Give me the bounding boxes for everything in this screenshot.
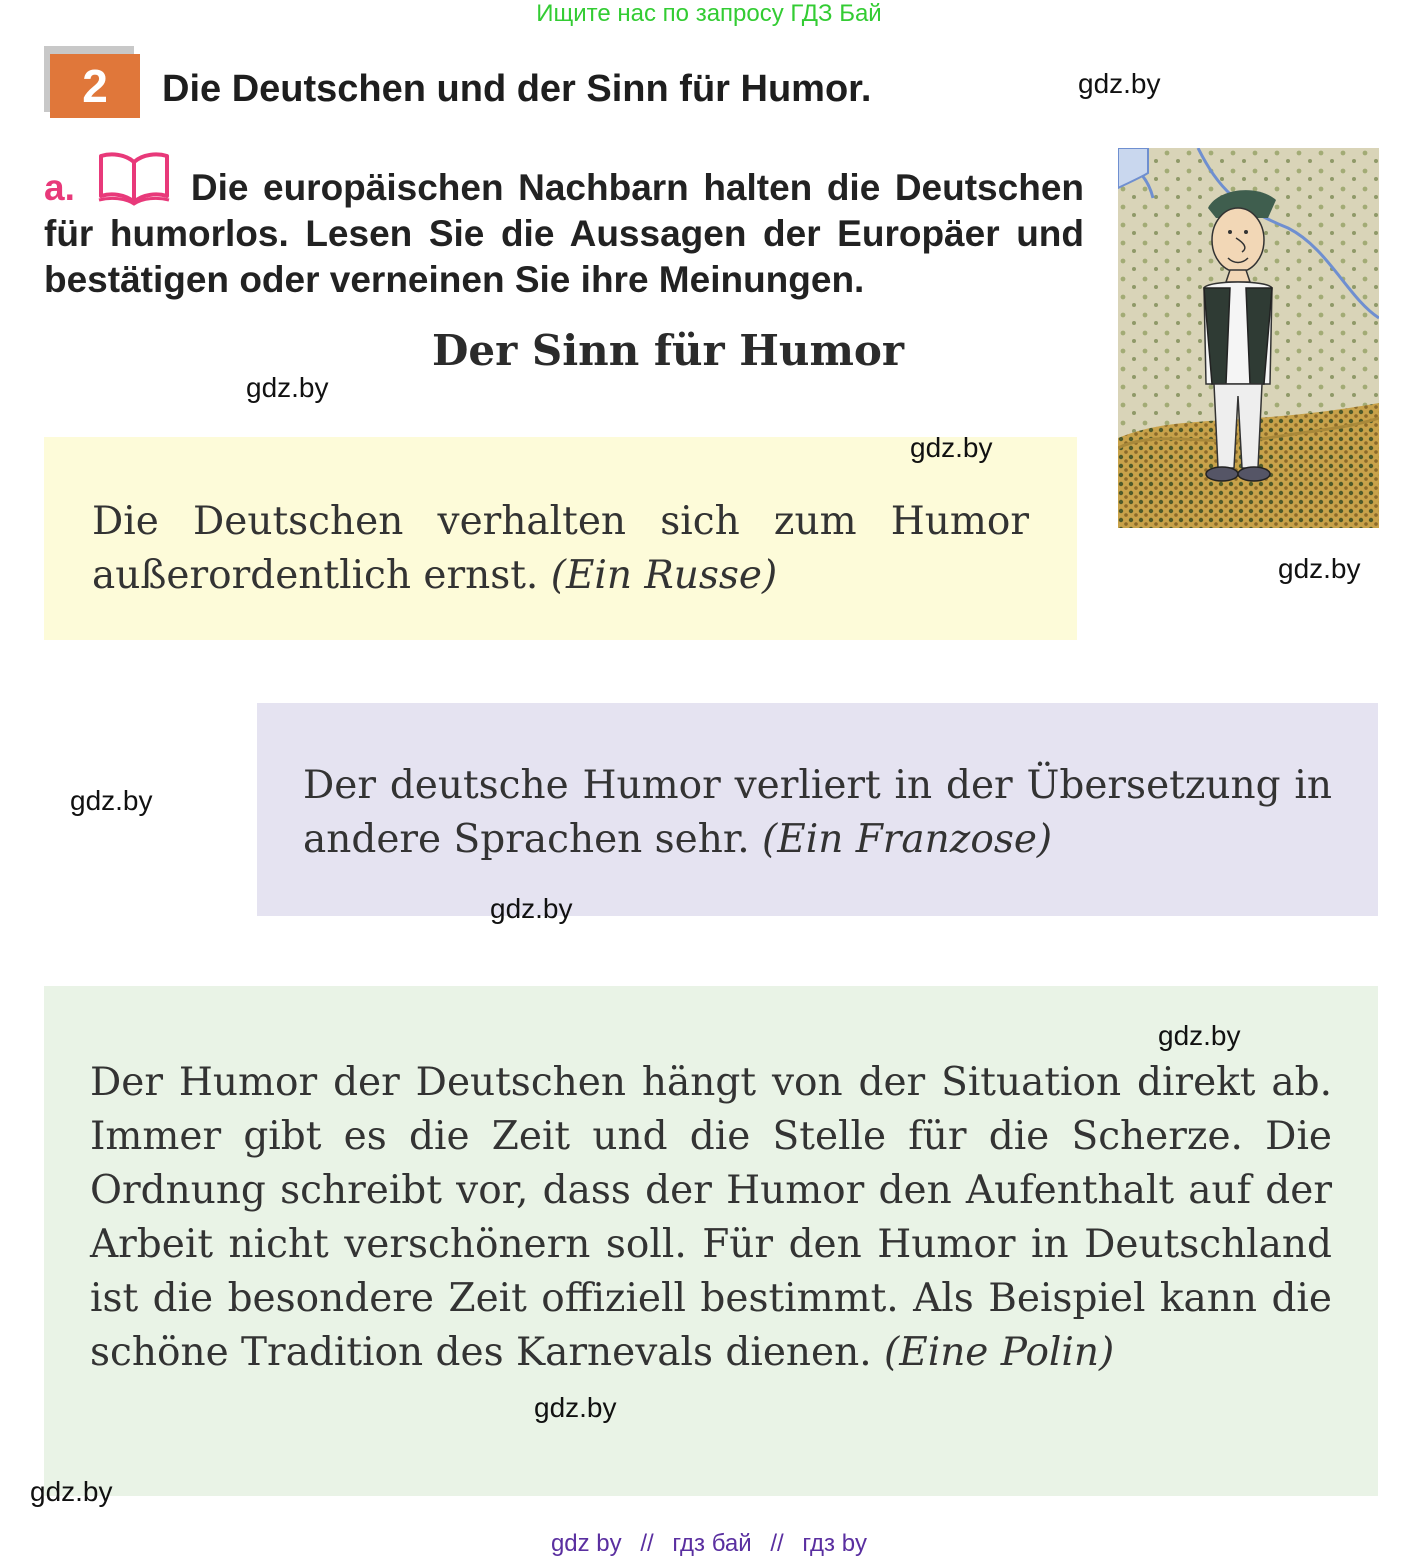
watermark: gdz.by: [534, 1392, 617, 1423]
footer-link[interactable]: гдз бай: [672, 1530, 752, 1557]
text-title: Der Sinn für Humor: [432, 326, 905, 375]
footer-links: [0, 1530, 1418, 1558]
exercise-title: Die Deutschen und der Sinn für Humor.: [162, 68, 872, 110]
footer-link[interactable]: гдз by: [802, 1530, 868, 1557]
quote-paragraph: [92, 495, 1029, 603]
man-illustration: [1118, 148, 1379, 528]
quote-author: (Eine Polin): [884, 1330, 1115, 1375]
footer-separator: //: [640, 1530, 654, 1557]
exercise-number-badge: 2: [50, 54, 140, 118]
watermark: gdz.by: [1278, 553, 1361, 584]
task-letter: a.: [44, 167, 75, 208]
task-instruction: [44, 150, 1084, 303]
quote-text: Der Humor der Deutschen hängt von der Situation direkt ab. Immer gibt es die Zeit und die Stelle für die Scherze. Die Ordnung schreibt vor, dass der Humor den Aufenthalt auf der Arbeit nicht verschönern soll. Für den Humor in Deutschland ist die besondere Zeit offiziell bestimmt. Als Beispiel kann die schöne Tradition des Karnevals dienen.: [90, 1060, 1332, 1375]
quote-text: Der deutsche Humor verliert in der Übersetzung in andere Sprachen sehr.: [303, 763, 1332, 862]
task-text: Die europäischen Nachbarn halten die Deutschen für humorlos. Lesen Sie die Aussagen der Europäer und bestätigen oder verneinen Sie ihre Meinungen.: [44, 167, 1084, 300]
quote-author: (Ein Franzose): [762, 817, 1053, 862]
top-banner: Ищите нас по запросу ГДЗ Бай: [536, 0, 882, 27]
quote-paragraph: [303, 759, 1332, 867]
quote-text: Die Deutschen verhalten sich zum Humor außerordentlich ernst.: [92, 499, 1029, 598]
watermark: gdz.by: [910, 432, 993, 463]
watermark: gdz.by: [30, 1476, 113, 1507]
watermark: gdz.by: [490, 893, 573, 924]
footer-separator: //: [770, 1530, 784, 1557]
watermark: gdz.by: [70, 785, 153, 816]
open-book-icon: [97, 150, 171, 206]
quote-paragraph: [90, 1056, 1332, 1380]
watermark: gdz.by: [246, 372, 329, 403]
quote-author: (Ein Russe): [550, 553, 778, 598]
watermark: gdz.by: [1158, 1020, 1241, 1051]
quote-box-russian: [44, 437, 1077, 640]
quote-box-polish: [44, 986, 1378, 1496]
watermark: gdz.by: [1078, 68, 1161, 99]
footer-link[interactable]: gdz by: [550, 1530, 622, 1557]
quote-box-french: [257, 703, 1378, 916]
